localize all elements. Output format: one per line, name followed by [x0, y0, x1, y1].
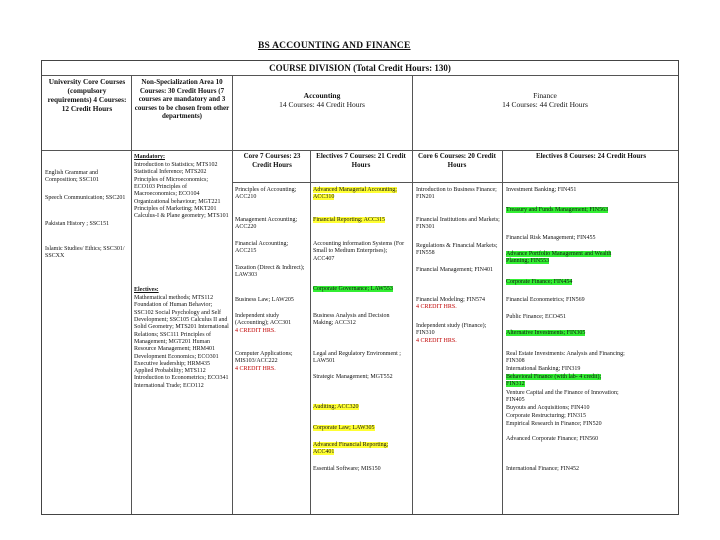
acc-core-item: Management Accounting; ACC220	[235, 217, 298, 231]
finance-title: Finance	[533, 91, 557, 100]
fin-core-item: Introduction to Business Finance; FIN201	[416, 187, 497, 201]
mandatory-list: Introduction to Statistics; MTS102 Statistical Inference; MTS202 Principles of Microeconomics; ECO103 Principles of Macroeconomics; ECO104 Organizational behaviour; MGT221 Principles of Marketing; MKT201 Calculus-I & Plane geometry; MTS101	[134, 162, 229, 220]
fin-core-item: Financial Modeling; FIN574 4 CREDIT HRS.	[416, 297, 485, 311]
fin-core-item: Regulations & Financial Markets; FIN558	[416, 243, 498, 257]
fin-elective-item: Public Finance; ECO451	[506, 314, 566, 320]
fin-core-item: Financial Institutions and Markets; FIN301	[416, 217, 500, 231]
fin-elective-item: International Finance; FIN452	[506, 466, 579, 472]
electives-list: Mathematical methods; MTS112 Foundation of Human Behavior; SSC102 Social Psychology and Self Development; SSC105 Calculus II and Solid Geometry; MTS201 International Relations; SSC111 Principles of Management; MGT201 Human Resource Management; HRM401 Development Economics; ECO301 Executive leadership; HRM435 Applied Probability; MTS112 Introduction to Econometrics; ECO341 International Trade; ECO112	[134, 295, 229, 389]
fin-elective-item: International Banking; FIN319	[506, 366, 581, 372]
acc-elective-item: Auditing; ACC320	[313, 404, 359, 410]
finance-header	[412, 91, 678, 109]
acc-elective-item: Advanced Financial Reporting; ACC401	[313, 442, 389, 456]
fin-elective-item: Corporate Finance; FIN454	[506, 279, 573, 285]
fin-elective-item: Advanced Corporate Finance; FIN560	[506, 436, 599, 442]
acc-core-item: Computer Applications; MIS103/ACC222 4 CREDIT HRS.	[235, 351, 293, 372]
acc-core-item: Financial Accounting; ACC215	[235, 241, 289, 255]
accounting-electives-header: Electives 7 Courses: 21 Credit Hours	[316, 152, 406, 169]
fin-elective-item: Investment Banking; FIN451	[506, 187, 577, 193]
fin-elective-item: Corporate Restructuring; FIN315	[506, 413, 586, 419]
uc-item: Islamic Studies/ Ethics; SSC301/ SSCXX	[45, 246, 125, 260]
fin-elective-item: Buyouts and Acquisitions; FIN410	[506, 405, 590, 411]
electives-label: Electives:	[134, 287, 159, 293]
acc-elective-item: Advanced Managerial Accounting; ACC310	[313, 187, 397, 201]
fin-elective-item: Real Estate Investments: Analysis and Financing; FIN308	[506, 351, 625, 365]
fin-elective-item: Empirical Research in Finance; FIN520	[506, 421, 602, 427]
fin-elective-item: Venture Capital and the Finance of Innovation; FIN405	[506, 390, 619, 404]
uc-item: English Grammar and Composition; SSC101	[45, 170, 99, 184]
finance-credits: 14 Courses: 44 Credit Hours	[502, 100, 588, 110]
uc-item: Pakistan History ; SSC151	[45, 221, 110, 227]
accounting-title: Accounting	[303, 91, 341, 100]
acc-elective-item: Accounting information Systems (For Small to Medium Enterprises); ACC407	[313, 241, 405, 262]
acc-elective-item: Financial Reporting; ACC315	[313, 217, 385, 223]
acc-elective-item: Corporate Governance; LAW553	[313, 286, 393, 292]
fin-elective-item: Alternative Investments; FIN305	[506, 330, 586, 336]
course-table	[41, 60, 679, 515]
fin-elective-item: Financial Econometrics; FIN569	[506, 297, 585, 303]
fin-core-item: Independent study (Finance); FIN310 4 CREDIT HRS.	[416, 323, 487, 344]
acc-elective-item: Strategic Management; MGT552	[313, 374, 393, 380]
fin-elective-item: Advance Portfolio Management and Wealth Planning; FIN553	[506, 251, 612, 265]
acc-elective-item: Legal and Regulatory Environment ; LAW501	[313, 351, 401, 365]
acc-elective-item: Essential Software; MIS150	[313, 466, 381, 472]
course-division-title: COURSE DIVISION (Total Credit Hours: 130)	[269, 63, 451, 73]
accounting-credits: 14 Courses: 44 Credit Hours	[279, 100, 365, 110]
acc-core-item: Independent study (Accounting); ACC301 4 CREDIT HRS.	[235, 313, 292, 334]
fin-elective-item: Treasury and Funds Management; FIN563	[506, 207, 609, 213]
finance-electives-header: Electives 8 Courses: 24 Credit Hours	[535, 152, 647, 160]
non-spec-header: Non-Specialization Area 10 Courses: 30 Credit Hours (7 courses are mandatory and 3 courses to be chosen from other departments)	[134, 78, 230, 121]
fin-elective-item: Behavioral Finance (with lab- 4 credit); FIN312	[506, 374, 602, 388]
finance-core-header: Core 6 Courses: 20 Credit Hours	[418, 152, 496, 169]
mandatory-label: Mandatory:	[134, 154, 165, 160]
fin-elective-item: Financial Risk Management; FIN455	[506, 235, 596, 241]
uc-item: Speech Communication; SSC201	[45, 195, 126, 201]
university-core-header: University Core Courses (compulsory requirements) 4 Courses: 12 Credit Hours	[47, 77, 127, 113]
acc-core-item: Taxation (Direct & Indirect); LAW303	[235, 265, 305, 279]
acc-elective-item: Business Analysis and Decision Making; ACC312	[313, 313, 390, 327]
acc-elective-item: Corporate Law; LAW305	[313, 425, 375, 431]
fin-core-item: Financial Management; FIN401	[416, 267, 493, 273]
acc-core-item: Business Law; LAW205	[235, 297, 294, 303]
acc-core-item: Principles of Accounting; ACC210	[235, 187, 297, 201]
accounting-core-header: Core 7 Courses: 23 Credit Hours	[243, 152, 301, 169]
page-title: BS ACCOUNTING AND FINANCE	[258, 41, 411, 51]
accounting-header	[232, 91, 412, 109]
